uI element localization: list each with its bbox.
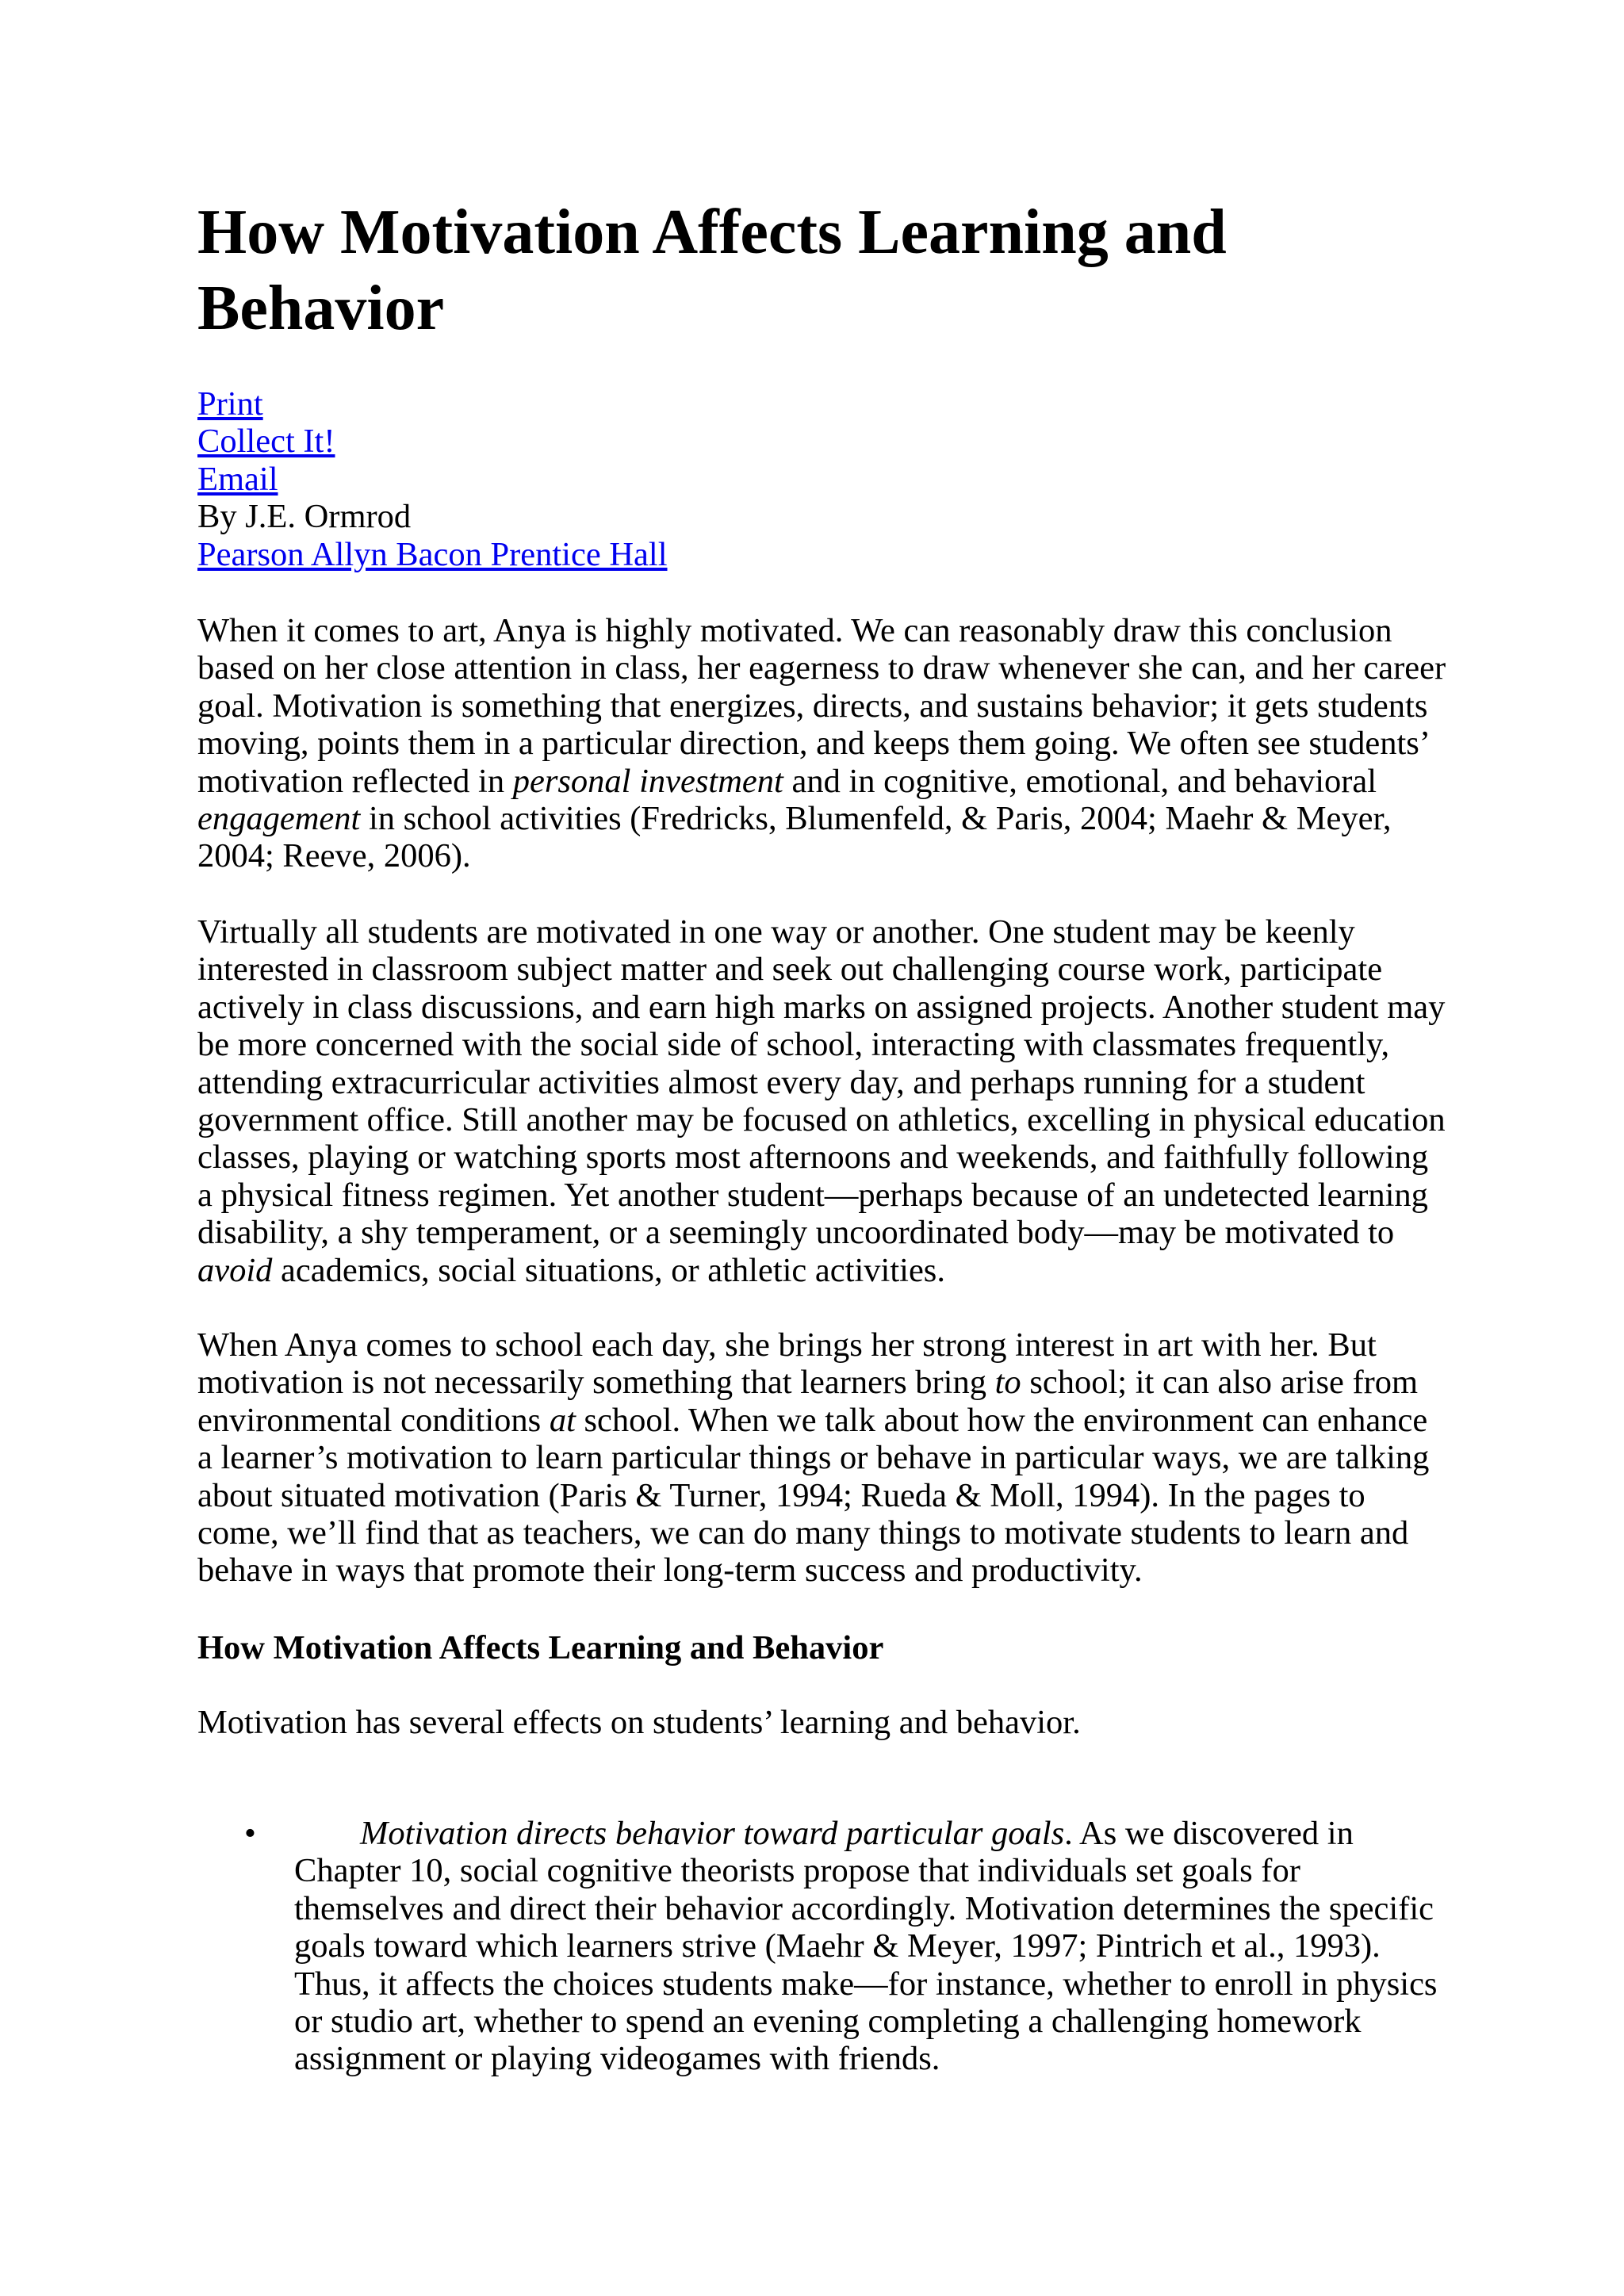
bullet-item — [294, 1815, 1452, 2078]
intro-paragraph: Motivation has several effects on students’ learning and behavior. — [197, 1704, 1081, 1741]
article-links — [197, 385, 1450, 573]
italic-run: avoid — [197, 1251, 273, 1289]
text-run: and in cognitive, emotional, and behavioral — [783, 762, 1377, 800]
italic-run: at — [549, 1401, 576, 1439]
collect-it-link[interactable]: Collect It! — [197, 423, 335, 461]
byline: By J.E. Ormrod — [197, 498, 412, 536]
print-link[interactable]: Print — [197, 385, 263, 423]
paragraph-2 — [197, 913, 1450, 1289]
italic-run: personal investment — [512, 762, 783, 800]
text-run: When Anya comes to school each day, she brings her strong interest in art with her. But motivation is not necessarily something that learners bring — [197, 1326, 1377, 1402]
section-heading: How Motivation Affects Learning and Behavior — [197, 1629, 884, 1667]
bullet-marker: • — [244, 1815, 256, 1852]
text-run: school; it can also arise from environmental conditions — [197, 1364, 1419, 1439]
publisher-link[interactable]: Pearson Allyn Bacon Prentice Hall — [197, 535, 668, 573]
text-run: Virtually all students are motivated in one way or another. One student may be keenly interested in classroom subject matter and seek out challenging course work, participate actively in class discussions, and earn high marks on assigned projects. Another student may be more concerned with the social side of school, interacting with classmates frequently, attending extracurricular activities almost every day, and perhaps running for a student government office. Still another may be focused on athletics, excelling in physical education classes, playing or watching sports most afternoons and weekends, and faithfully following a physical fitness regimen. Yet another student—perhaps because of an undetected learning disability, a shy temperament, or a seemingly uncoordinated body—may be motivated to — [197, 913, 1446, 1252]
page-title: How Motivation Affects Learning and Behavior — [197, 197, 1227, 343]
italic-run: engagement — [197, 800, 361, 838]
paragraph-3 — [197, 1326, 1450, 1590]
email-link[interactable]: Email — [197, 460, 278, 498]
text-run: school. When we talk about how the environment can enhance a learner’s motivation to learn particular things or behave in particular ways, we are talking about situated motivation (Paris & Turner, 1994; Rueda & Moll, 1994). In the pages to come, we’ll find that as teachers, we can do many things to motivate students to learn and behave in ways that promote their long-term success and productivity. — [197, 1401, 1430, 1590]
paragraph-1 — [197, 612, 1450, 875]
text-run: in school activities (Fredricks, Blumenfeld, & Paris, 2004; Maehr & Meyer, 2004; Reeve, 2006). — [197, 800, 1392, 875]
italic-run: to — [994, 1364, 1021, 1402]
bullet-lead: Motivation directs behavior toward particular goals — [360, 1815, 1065, 1852]
text-run: When it comes to art, Anya is highly motivated. We can reasonably draw this conclusion based on her close attention in class, her eagerness to draw whenever she can, and her career goal. Motivation is something that energizes, directs, and sustains behavior; it gets students moving, points them in a particular direction, and keeps them going. We often see students’ motivation reflected in — [197, 612, 1446, 800]
text-run: academics, social situations, or athletic activities. — [272, 1251, 945, 1289]
bullet-text: . As we discovered in Chapter 10, social cognitive theorists propose that individuals set goals for themselves and direct their behavior accordingly. Motivation determines the specific goals toward which learners strive (Maehr & Meyer, 1997; Pintrich et al., 1993). Thus, it affects the choices students make—for instance, whether to enroll in physics or studio art, whether to spend an evening completing a challenging homework assignment or playing videogames with friends. — [294, 1815, 1438, 2078]
